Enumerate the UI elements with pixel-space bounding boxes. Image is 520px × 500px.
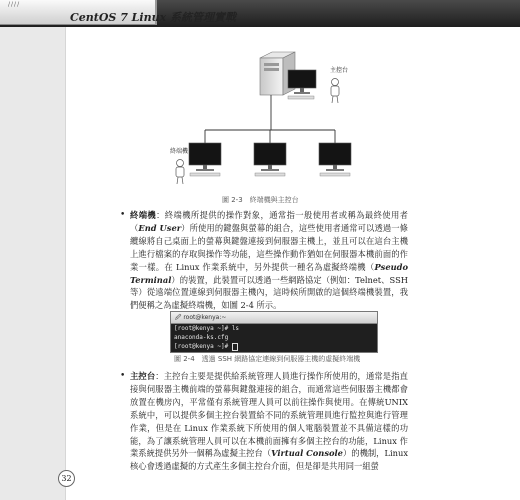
paragraph-console	[130, 370, 408, 473]
terminal-label: 終端機	[170, 148, 189, 155]
text-run: ）的機制，	[342, 448, 385, 459]
page-margin-band	[0, 27, 65, 500]
text-run: 樣的功能，為了讓系統管理人員可以在本機前面擁有多個主控台的功能，	[130, 422, 408, 446]
text-run: Linux 作業系統提供另外一個稱為虛擬主控台（	[130, 435, 408, 459]
terminal-line	[171, 342, 377, 351]
english-term: Pseudo Terminal	[130, 261, 408, 285]
text-run: 等）從遠端位置連線到伺服器主機內，這時候所開啟的這個終端機裝置，	[130, 287, 400, 298]
text-run: 纜線將自己桌面上的螢幕與鍵盤連接到伺服器主機上，並且可以在這台主	[130, 235, 400, 246]
terminal-line: anaconda-ks.cfg	[174, 334, 229, 341]
paragraph-terminal: 終端機：終端機所提供的操作對象，通常指一般使用者或稱為最終使用者（End User）所使用的鍵盤與螢幕的組合，這些使用者通常可以透過一條纜線將自己桌面上的螢幕與鍵盤連接到伺服器主機上，並且可以在這台主機上進行檔案的存取與操作等功能，這些操作動作猶如在伺服器本機前面的作業一樣。在 Linux 作業系統中，另外提供一種名為虛擬終端機（Pseudo Terminal）的裝置，此裝置可以透過一些網路協定（例如：Telnet、SSH等）從遠端位置連線到伺服器主機內，這時候所開啟的這個終端機裝置，我們便稱之為虛擬終端機，如圖 2-4 所示。	[130, 210, 408, 311]
text-run: 機上進行檔案的存取與操作等功能，這些操作動作猶如在伺服器本機前面	[130, 235, 408, 259]
text-run: 的作業一樣。在 Linux 作業系統中，另外提供一種名為虛擬終端機（	[130, 248, 408, 272]
terminal-monitor-icon	[254, 143, 286, 176]
admin-person-icon	[331, 79, 339, 104]
terminal-line: [root@kenya ~]# ls	[174, 325, 240, 332]
bullet-icon: •	[120, 371, 126, 381]
terminal-titlebar	[171, 312, 377, 324]
terminal-user-icon	[176, 160, 184, 185]
text-run: ）所使用的鍵盤與螢幕的組合，這些使用者通常可以透過一條	[181, 222, 408, 233]
terminal-window	[170, 311, 378, 353]
figure-caption: 圖 2-3 終端機與主控台	[222, 196, 299, 204]
page-header	[0, 0, 520, 27]
text-run: UNIX 系統中，可以提供多個主控台裝置給不同的系統管理員進行監控與進	[130, 396, 408, 420]
figure-caption: 圖 2-4 透過 SSH 網路協定連線到伺服器主機的虛擬終端機	[174, 355, 361, 363]
network-diagram	[160, 50, 370, 190]
text-run: 我們便稱之為虛擬終端機，如圖 2-4 所示。	[130, 287, 408, 311]
terminal-monitor-icon	[319, 143, 351, 176]
connection-lines	[205, 95, 335, 143]
console-monitor-icon	[288, 70, 316, 99]
cursor-icon	[232, 343, 238, 351]
book-title: CentOS 7 Linux 系統管理實戰	[70, 11, 236, 24]
text-run: ）的裝置，此裝置可以透過一些網路協定（例如：Telnet、SSH	[171, 274, 408, 285]
page-number: 32	[58, 470, 75, 487]
english-term: End User	[138, 222, 182, 233]
term-terminal: 終端機	[130, 210, 157, 220]
terminal-title: root@kenya:~	[183, 314, 227, 321]
bullet-icon: •	[120, 210, 126, 220]
terminal-icon: 🖉	[175, 314, 182, 321]
header-tab-mark: ////	[8, 1, 21, 8]
console-label: 主控台	[330, 67, 349, 74]
header-tab	[0, 0, 236, 25]
term-console: 主控台	[130, 371, 156, 381]
text-run: 都會放置在機房內，平常僅有系統管理人員可以前往操作與使用。在傳統	[130, 383, 408, 407]
text-run: ：終端機所提供的操作對象，通常指一般使用者或稱為最終使用者	[156, 210, 408, 220]
english-term: Virtual Console	[271, 448, 343, 459]
terminal-prompt: [root@kenya ~]#	[174, 343, 232, 350]
text-run: Linux 核心會透過虛擬的方式產生多個主控台介面，但是卻是共用同一組螢	[130, 448, 408, 472]
margin-divider	[65, 27, 66, 500]
terminal-monitor-icon	[189, 143, 221, 176]
text-run: 行管理作業，但是在 Linux 作業系統下所使用的個人電腦裝置並不具備這	[130, 409, 408, 433]
text-run: ：主控台主要是提供給系統管理人員進行操作所使用的，通常是指	[155, 371, 400, 381]
text-run: 直接與伺服器主機前端的螢幕與鍵盤連接的組合，而通常這些伺服器主機	[130, 371, 408, 394]
